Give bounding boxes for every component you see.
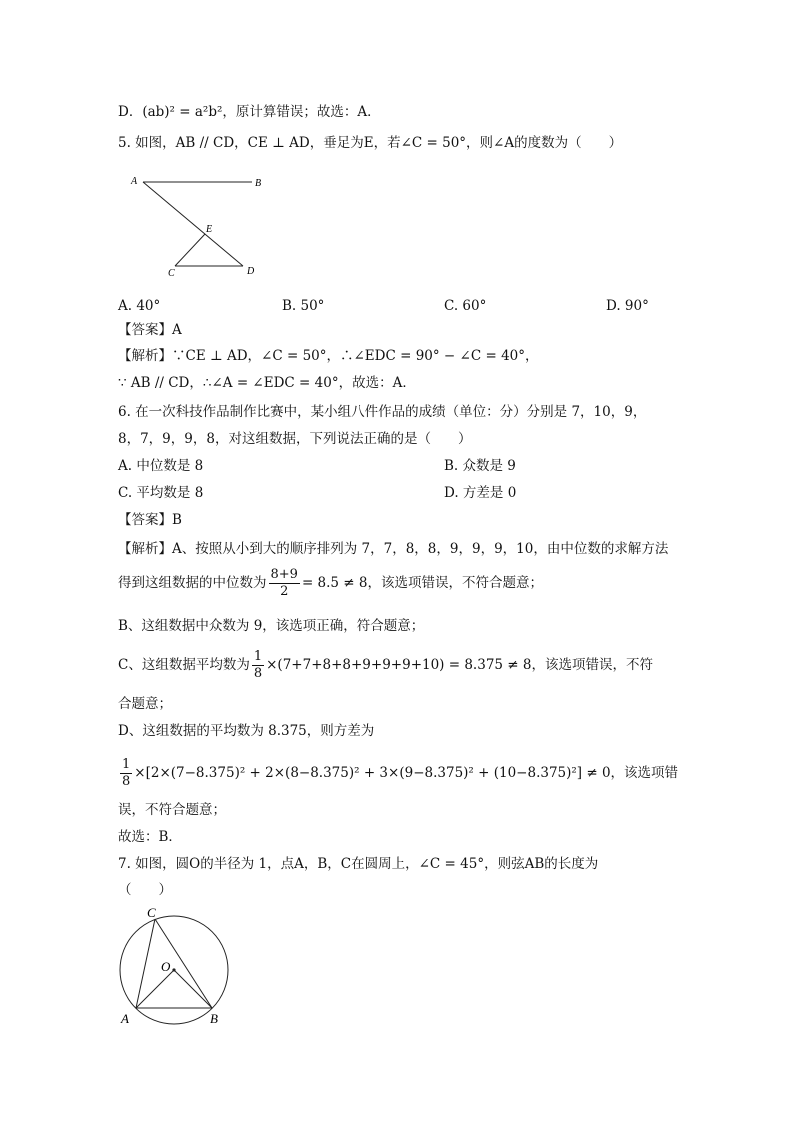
q6-conclusion: 故选：B． — [118, 829, 182, 845]
label-b: B — [210, 1011, 218, 1026]
q5-analysis-1: 【解析】∵CE ⊥ AD，∠C = 50°，∴∠EDC = 90° − ∠C = 40°， — [118, 348, 539, 364]
label-d: D — [247, 266, 255, 277]
q5-answer: 【答案】A — [118, 322, 182, 338]
q6-analysis-4: C、这组数据平均数为 $\frac{1}{8}$ ×(7+7+8+8+9+9+9+10) = 8.375 ≠ 8，该选项错误，不符 — [118, 649, 653, 681]
label-b: B — [255, 178, 262, 189]
q7-stem-1: 7. 如图，圆O的半径为 1，点A，B，C在圆周上，∠C = 45°，则弦AB的长度为 — [118, 856, 599, 872]
label-c: C — [168, 268, 175, 279]
q7-stem-2: （ ） — [118, 882, 172, 898]
q7-figure — [113, 905, 243, 1030]
q6-option-c: C. 平均数是 8 — [118, 485, 204, 501]
q5-figure — [125, 170, 270, 280]
label-e: E — [206, 224, 213, 235]
q4-option-d: D．(ab)² = a²b²，原计算错误；故选：A． — [118, 104, 381, 120]
radius-oa — [136, 970, 174, 1008]
q6-analysis-8: 误，不符合题意； — [118, 802, 226, 818]
radius-ob — [174, 970, 212, 1008]
q6-analysis-1: 【解析】A、按照从小到大的顺序排列为 7，7，8，8，9，9，9，10，由中位数的求解方法 — [118, 541, 669, 557]
q6-analysis-2: 得到这组数据的中位数为 $\frac{8+9}{2}$ = 8.5 ≠ 8，该选项错误，不符合题意； — [118, 567, 543, 599]
q5-option-a: A. 40° — [118, 298, 161, 314]
q5-option-b: B. 50° — [282, 298, 325, 314]
q5-option-c: C. 60° — [444, 298, 487, 314]
q6-stem-2: 8，7，9，9，8，对这组数据，下列说法正确的是（ ） — [118, 431, 472, 447]
q6-analysis-3: B、这组数据中众数为 9，该选项正确，符合题意； — [118, 618, 425, 634]
q5-option-d: D. 90° — [606, 298, 649, 314]
q6-option-b: B. 众数是 9 — [444, 458, 516, 474]
q6-analysis-7: $\frac{1}{8}$ ×[2×(7−8.375)² + 2×(8−8.375)² + 3×(9−8.375)² + (10−8.375)²] ≠ 0，该选项错 — [122, 757, 679, 789]
label-c: C — [147, 905, 156, 920]
center-point — [172, 968, 175, 971]
q6-analysis-6: D、这组数据的平均数为 8.375，则方差为 — [118, 723, 375, 739]
q6-stem-1: 6. 在一次科技作品制作比赛中，某小组八件作品的成绩（单位：分）分别是 7，10，9， — [118, 404, 647, 420]
q6-option-d: D. 方差是 0 — [444, 485, 517, 501]
label-o: O — [161, 959, 171, 974]
q5-stem: 5. 如图，AB // CD，CE ⊥ AD，垂足为E，若∠C = 50°，则∠A的度数为（ ） — [118, 135, 623, 151]
segment-ce — [175, 234, 205, 266]
segment-ad — [143, 182, 243, 266]
q6-analysis-5: 合题意； — [118, 696, 172, 712]
q6-answer: 【答案】B — [118, 512, 182, 528]
fraction-one-eighth: $\frac{1}{8}$ — [253, 649, 263, 681]
fraction-median: $\frac{8+9}{2}$ — [270, 567, 298, 599]
label-a: A — [121, 1011, 129, 1026]
fraction-one-eighth-variance: $\frac{1}{8}$ — [122, 757, 131, 789]
label-a: A — [131, 176, 138, 187]
q5-analysis-2: ∵ AB // CD，∴∠A = ∠EDC = 40°，故选：A． — [118, 375, 416, 391]
q6-option-a: A. 中位数是 8 — [118, 458, 204, 474]
chord-ca — [136, 919, 155, 1008]
